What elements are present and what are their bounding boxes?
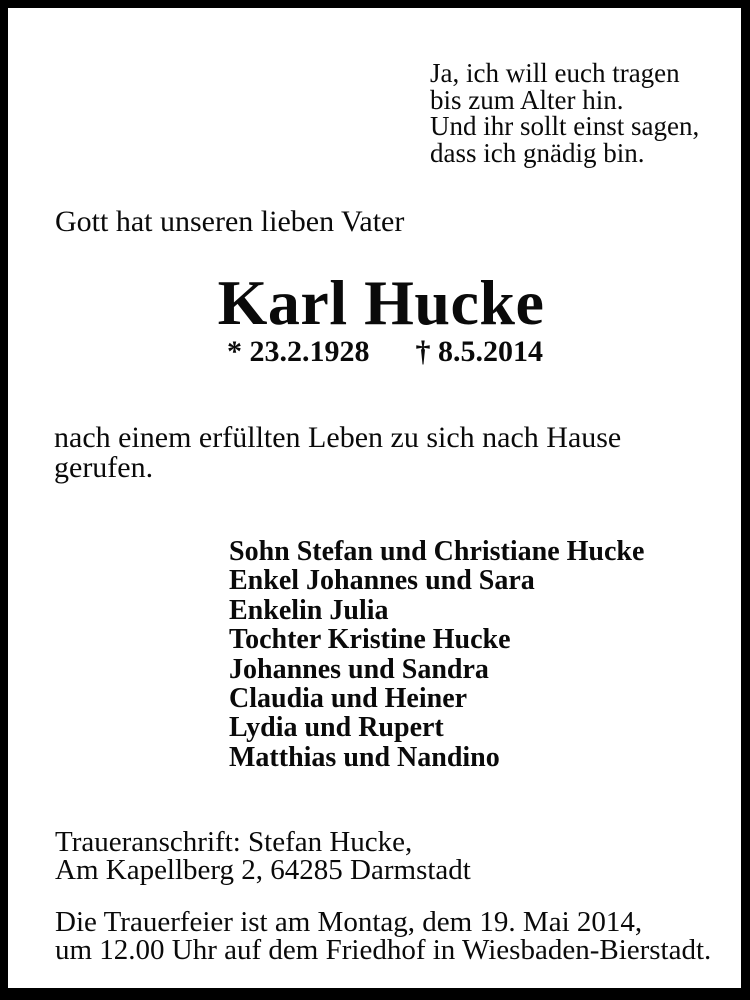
quote-line: dass ich gnädig bin. [430,137,645,168]
body-text [54,423,621,483]
funeral-line: um 12.00 Uhr auf dem Friedhof in Wiesbaden-Bierstadt. [55,934,712,966]
mourner-line: Sohn Stefan und Christiane Hucke [229,536,645,567]
mourner-line: Claudia und Heiner [229,683,468,715]
mourner-line: Enkel Johannes und Sara [229,565,535,597]
body-line: nach einem erfüllten Leben zu sich nach Hause [54,421,622,454]
birth-date [227,337,370,367]
address-line: Am Kapellberg 2, 64285 Darmstadt [55,854,471,886]
body-line: gerufen. [54,451,154,484]
address-line: Traueranschrift: Stefan Hucke, [55,826,413,858]
death-cross-symbol: † [415,335,431,368]
mourner-line: Matthias und Nandino [229,741,500,773]
life-dates [0,337,750,367]
mourner-line: Enkelin Julia [229,594,389,626]
deceased-name: Karl Hucke [217,267,545,338]
mourning-address [55,828,471,884]
death-date-value: 8.5.2014 [438,335,543,368]
scripture-quote [430,60,699,166]
mourners-list [229,537,644,772]
birth-symbol: * [227,335,242,368]
death-date [416,337,544,367]
funeral-info [55,908,711,964]
intro-line: Gott hat unseren lieben Vater [55,205,405,238]
quote-line: Ja, ich will euch tragen [430,58,680,88]
mourner-line: Lydia und Rupert [229,712,444,744]
quote-line: Und ihr sollt einst sagen, [430,111,700,141]
birth-date-value: 23.2.1928 [249,335,370,368]
funeral-line: Die Trauerfeier ist am Montag, dem 19. Mai 2014, [55,906,643,938]
mourner-line: Tochter Kristine Hucke [229,624,511,656]
quote-line: bis zum Alter hin. [430,84,624,115]
mourner-line: Johannes und Sandra [229,653,489,685]
